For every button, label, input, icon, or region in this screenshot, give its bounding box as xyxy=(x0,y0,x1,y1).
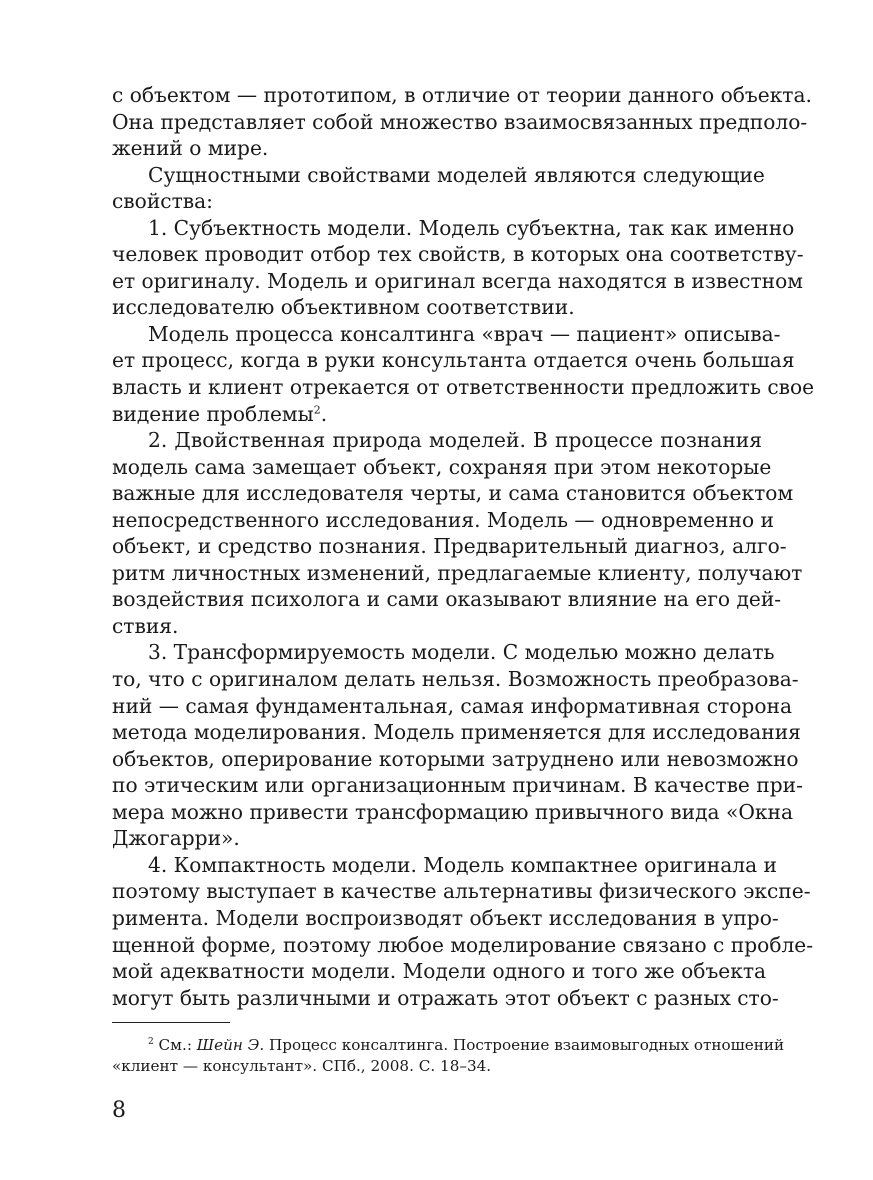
text-line xyxy=(112,454,772,481)
text-line-content: человек проводит отбор тех свойств, в которых она соответству- xyxy=(112,242,804,267)
text-line-content: ствия. xyxy=(112,613,179,638)
text-line-content: Джогарри». xyxy=(112,826,240,851)
text-line xyxy=(112,294,762,321)
text-line xyxy=(112,109,808,136)
text-line-content: по этическим или организационным причинам. В качестве при- xyxy=(112,773,803,798)
text-line xyxy=(112,135,762,162)
text-line xyxy=(112,533,787,560)
text-line xyxy=(112,639,775,666)
text-line-content: римента. Модели воспроизводят объект исследования в упро- xyxy=(112,905,779,930)
footnote-separator xyxy=(112,1022,230,1023)
body-text xyxy=(112,82,815,1011)
text-line-content: видение проблемы xyxy=(112,401,314,426)
text-line-content: ет оригиналу. Модель и оригинал всегда находятся в известном xyxy=(112,268,803,293)
text-line xyxy=(112,507,774,534)
text-line-content: 3. Трансформируемость модели. С моделью можно делать xyxy=(148,640,775,665)
text-line-content: жений о мире. xyxy=(112,136,269,161)
text-line-tail: . xyxy=(320,401,328,426)
text-line xyxy=(112,825,762,852)
text-line-content: с объектом — прототипом, в отличие от теории данного объекта. xyxy=(112,83,812,107)
footnote-reference: 2 xyxy=(313,402,321,416)
text-line-content: свойства: xyxy=(112,189,213,214)
text-line xyxy=(112,985,779,1012)
text-line xyxy=(112,321,781,348)
text-line xyxy=(112,347,795,374)
text-line-content: ний — самая фундаментальная, самая информативная сторона xyxy=(112,693,792,718)
text-line-content: объект, и средство познания. Предварительный диагноз, алго- xyxy=(112,534,787,559)
text-line-content: Модель процесса консалтинга «врач — пациент» описыва- xyxy=(148,321,781,346)
text-line-content: объектов, оперирование которыми затруднено или невозможно xyxy=(112,746,799,771)
text-line-content: ритм личностных изменений, предлагаемые клиенту, получают xyxy=(112,560,803,585)
text-line xyxy=(112,586,782,613)
footnote xyxy=(112,1035,785,1077)
text-line-content: исследователю объективном соответствии. xyxy=(112,295,575,320)
text-line-content: модель сама замещает объект, сохраняя при этом некоторые xyxy=(112,454,772,479)
text-line-content: щенной форме, поэтому любое моделирование связано с пробле- xyxy=(112,932,814,957)
text-line xyxy=(112,427,762,454)
text-line xyxy=(112,932,814,959)
text-line-content: 2. Двойственная природа моделей. В процессе познания xyxy=(148,428,762,453)
page-number: 8 xyxy=(112,1098,126,1123)
text-line xyxy=(112,852,778,879)
text-line xyxy=(112,905,779,932)
text-line-content: то, что с оригиналом делать нельзя. Возможность преобразова- xyxy=(112,667,799,692)
text-line xyxy=(112,188,762,215)
text-line-content: мера можно привести трансформацию привычного вида «Окна xyxy=(112,799,793,824)
text-line xyxy=(112,162,765,189)
text-line-content: ет процесс, когда в руки консультанта отдается очень большая xyxy=(112,348,795,373)
text-line xyxy=(112,693,792,720)
footnote-author: Шейн Э. xyxy=(196,1036,265,1054)
text-line-content: воздействия психолога и сами оказывают влияние на его дей- xyxy=(112,587,782,612)
footnote-line-1 xyxy=(112,1035,785,1056)
text-line xyxy=(112,958,767,985)
text-line-content: власть и клиент отрекается от ответственности предложить свое xyxy=(112,375,815,400)
text-line xyxy=(112,746,799,773)
text-line xyxy=(112,878,811,905)
footnote-title: Процесс консалтинга. Построение взаимовыгодных отношений xyxy=(264,1036,785,1054)
text-line-content: непосредственного исследования. Модель — одновременно и xyxy=(112,507,774,532)
text-line xyxy=(112,82,812,109)
text-line-content: мой адекватности модели. Модели одного и того же объекта xyxy=(112,959,767,984)
footnote-marker: 2 xyxy=(148,1036,154,1047)
text-line xyxy=(112,268,803,295)
text-line-content: 4. Компактность модели. Модель компактнее оригинала и xyxy=(148,852,778,877)
text-line-content: метода моделирования. Модель применяется для исследования xyxy=(112,720,801,745)
text-line-content: Она представляет собой множество взаимосвязанных предполо- xyxy=(112,109,808,134)
text-line xyxy=(112,241,804,268)
footnote-line-2: «клиент — консультант». СПб., 2008. С. 18–34. xyxy=(112,1057,492,1075)
text-line xyxy=(112,719,801,746)
text-line xyxy=(112,613,762,640)
text-line xyxy=(112,799,793,826)
text-line xyxy=(112,374,815,401)
text-line xyxy=(112,772,803,799)
text-line-content: Сущностными свойствами моделей являются следующие xyxy=(148,162,765,187)
text-line-content: могут быть различными и отражать этот объект с разных сто- xyxy=(112,985,779,1010)
text-line xyxy=(112,666,799,693)
text-line-content: важные для исследователя черты, и сама становится объектом xyxy=(112,481,794,506)
footnote-lead: См.: xyxy=(153,1036,197,1054)
text-line-content: 1. Субъектность модели. Модель субъектна, так как именно xyxy=(148,215,795,240)
text-line xyxy=(112,480,794,507)
text-line xyxy=(112,401,762,428)
text-line xyxy=(112,215,795,242)
text-line xyxy=(112,560,803,587)
text-line-content: поэтому выступает в качестве альтернативы физического экспе- xyxy=(112,879,811,904)
